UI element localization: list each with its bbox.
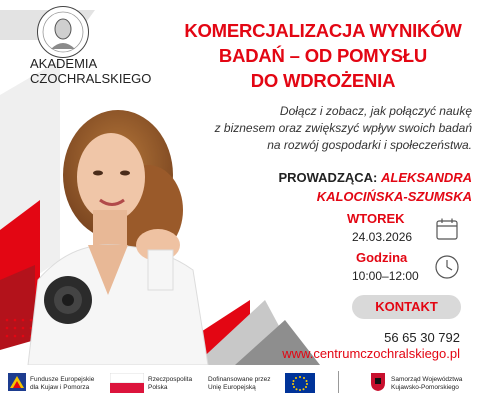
intro-line-2: z biznesem oraz zwiększyć wpływ swoich badań [214,121,472,135]
calendar-icon [435,217,459,241]
academy-logo-icon [37,6,89,58]
eu-line-1: Dofinansowane przez [208,376,271,383]
region-crest-icon [370,372,386,392]
footer-divider [338,371,339,393]
contact-website[interactable]: www.centrumczochralskiego.pl [282,346,460,361]
fe-line-2: dla Kujaw i Pomorza [30,384,90,391]
funding-footer [0,365,480,402]
portrait-seal-icon [38,7,88,57]
eu-flag-icon [285,373,315,393]
fe-line-1: Fundusze Europejskie [30,376,95,383]
presenter-label: PROWADZĄCA: [278,170,378,185]
intro-line-1: Dołącz i zobacz, jak połączyć naukę [279,104,472,118]
presenter-name-last: KALOCIŃSKA-SZUMSKA [316,189,472,204]
event-intro [196,103,472,154]
fe-logo-icon [7,372,27,392]
eu-line-2: Unię Europejską [208,384,256,391]
title-line-2: BADAŃ – OD POMYSŁU [218,45,428,66]
academy-logo-text [30,56,152,86]
contact-button[interactable]: KONTAKT [352,295,461,319]
sw-text [391,376,462,392]
presenter-block [228,168,472,206]
clock-icon [434,254,460,280]
time-label: Godzina [356,250,408,265]
rp-line-1: Rzeczpospolita [148,376,193,383]
presenter-name-first: ALEKSANDRA [381,170,472,185]
sw-line-2: Kujawsko-Pomorskiego [391,384,459,391]
rp-text [148,376,192,392]
logo-line-1: AKADEMIA [30,56,98,71]
polish-flag-icon [110,373,144,393]
event-title [170,18,476,93]
sw-line-1: Samorząd Województwa [391,376,463,383]
event-time: 10:00–12:00 [352,269,419,283]
day-label: WTOREK [347,211,405,226]
rp-line-2: Polska [148,384,168,391]
event-date: 24.03.2026 [352,230,413,244]
intro-line-3: na rozwój gospodarki i społeczeństwa. [267,138,472,152]
title-line-1: KOMERCJALIZACJA WYNIKÓW [184,20,462,41]
contact-phone: 56 65 30 792 [384,330,460,345]
title-line-3: DO WDROŻENIA [250,70,396,91]
eu-text [208,376,271,392]
logo-line-2: CZOCHRALSKIEGO [30,71,152,86]
fe-text [30,376,94,392]
